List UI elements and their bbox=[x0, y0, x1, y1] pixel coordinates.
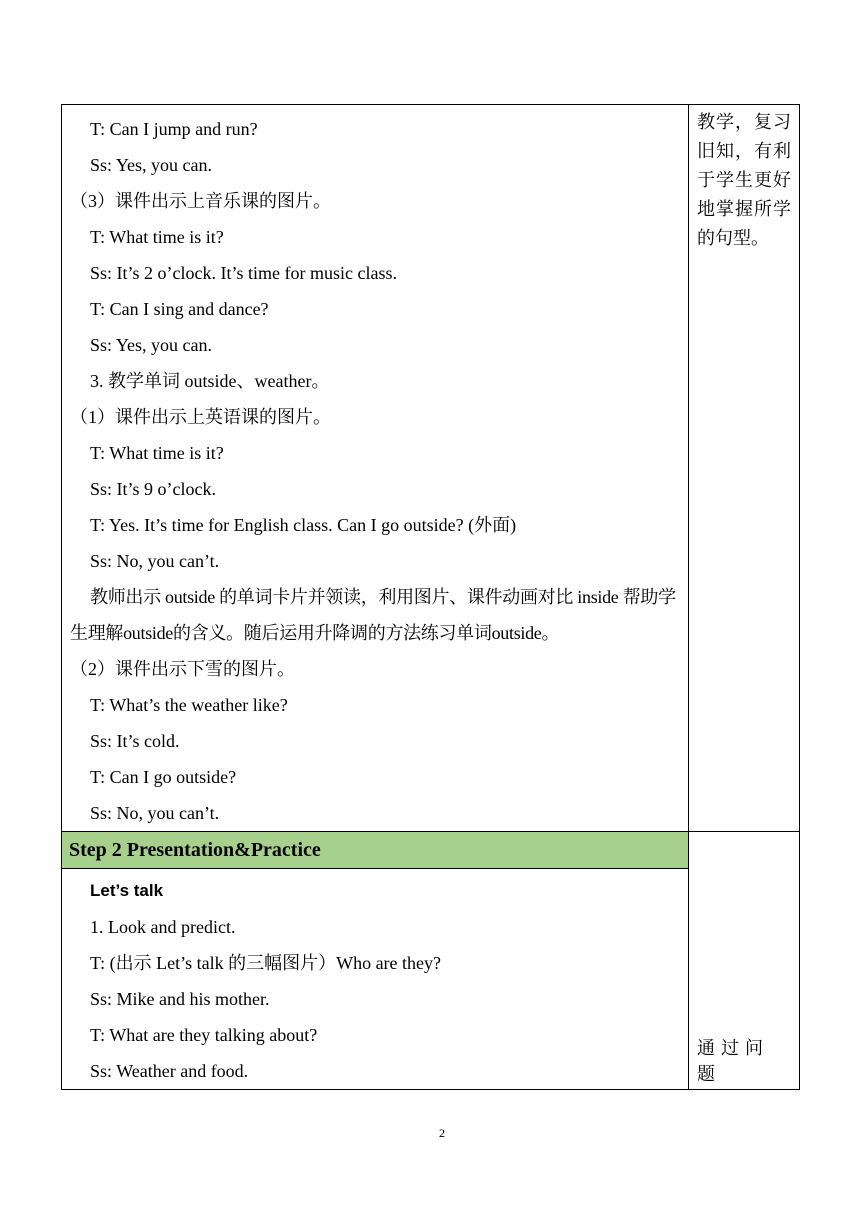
dialogue-line: T: Can I jump and run? bbox=[90, 119, 258, 139]
lesson-plan-table bbox=[61, 104, 800, 1090]
dialogue-line: Ss: No, you can’t. bbox=[90, 551, 220, 571]
teaching-paragraph: 教师出示 outside 的单词卡片并领读，利用图片、课件动画对比 inside 帮助学生理解outside的含义。随后运用升降调的方法练习单词outside。 bbox=[70, 587, 676, 643]
presentation-cell bbox=[62, 832, 689, 1090]
intent-cell bbox=[689, 832, 800, 1090]
dialogue-line: Ss: It’s 2 o’clock. It’s time for music class. bbox=[90, 263, 397, 283]
step-heading-bar: Step 2 Presentation&Practice bbox=[62, 832, 688, 869]
dialogue-line: Ss: It’s 9 o’clock. bbox=[90, 479, 216, 499]
dialogue-line: Ss: Mike and his mother. bbox=[90, 989, 270, 1009]
dialogue-line: T: Yes. It’s time for English class. Can I go outside? (外面) bbox=[90, 515, 517, 535]
dialogue-line: T: What time is it? bbox=[90, 443, 224, 463]
dialogue-line: T: (出示 Let’s talk 的三幅图片）Who are they? bbox=[90, 953, 442, 973]
dialogue-line: T: What are they talking about? bbox=[90, 1025, 318, 1045]
dialogue-line: T: Can I sing and dance? bbox=[90, 299, 269, 319]
dialogue-line: T: What’s the weather like? bbox=[90, 695, 288, 715]
procedure-cell bbox=[62, 105, 689, 832]
page-number: 2 bbox=[439, 1126, 445, 1140]
design-intent-note: 通过问题 bbox=[697, 1038, 769, 1084]
step-instruction: （1）课件出示上英语课的图片。 bbox=[70, 407, 331, 427]
step-instruction: （3）课件出示上音乐课的图片。 bbox=[70, 191, 331, 211]
table-row bbox=[62, 832, 800, 1090]
step-heading: 3. 教学单词 outside、weather。 bbox=[90, 371, 330, 391]
section-subtitle: Let’s talk bbox=[90, 881, 164, 900]
design-intent-note: 教学，复习旧知，有利于学生更好地掌握所学的句型。 bbox=[697, 112, 791, 248]
step-instruction: （2）课件出示下雪的图片。 bbox=[70, 659, 295, 679]
dialogue-line: Ss: It’s cold. bbox=[90, 731, 180, 751]
dialogue-line: T: What time is it? bbox=[90, 227, 224, 247]
dialogue-line: Ss: Yes, you can. bbox=[90, 335, 213, 355]
intent-cell bbox=[689, 105, 800, 832]
table-row bbox=[62, 105, 800, 832]
procedure-text bbox=[62, 105, 688, 831]
presentation-text bbox=[62, 869, 688, 1089]
dialogue-line: Ss: Yes, you can. bbox=[90, 155, 213, 175]
step-heading: 1. Look and predict. bbox=[90, 917, 236, 937]
dialogue-line: Ss: Weather and food. bbox=[90, 1061, 249, 1081]
dialogue-line: Ss: No, you can’t. bbox=[90, 803, 220, 823]
dialogue-line: T: Can I go outside? bbox=[90, 767, 237, 787]
